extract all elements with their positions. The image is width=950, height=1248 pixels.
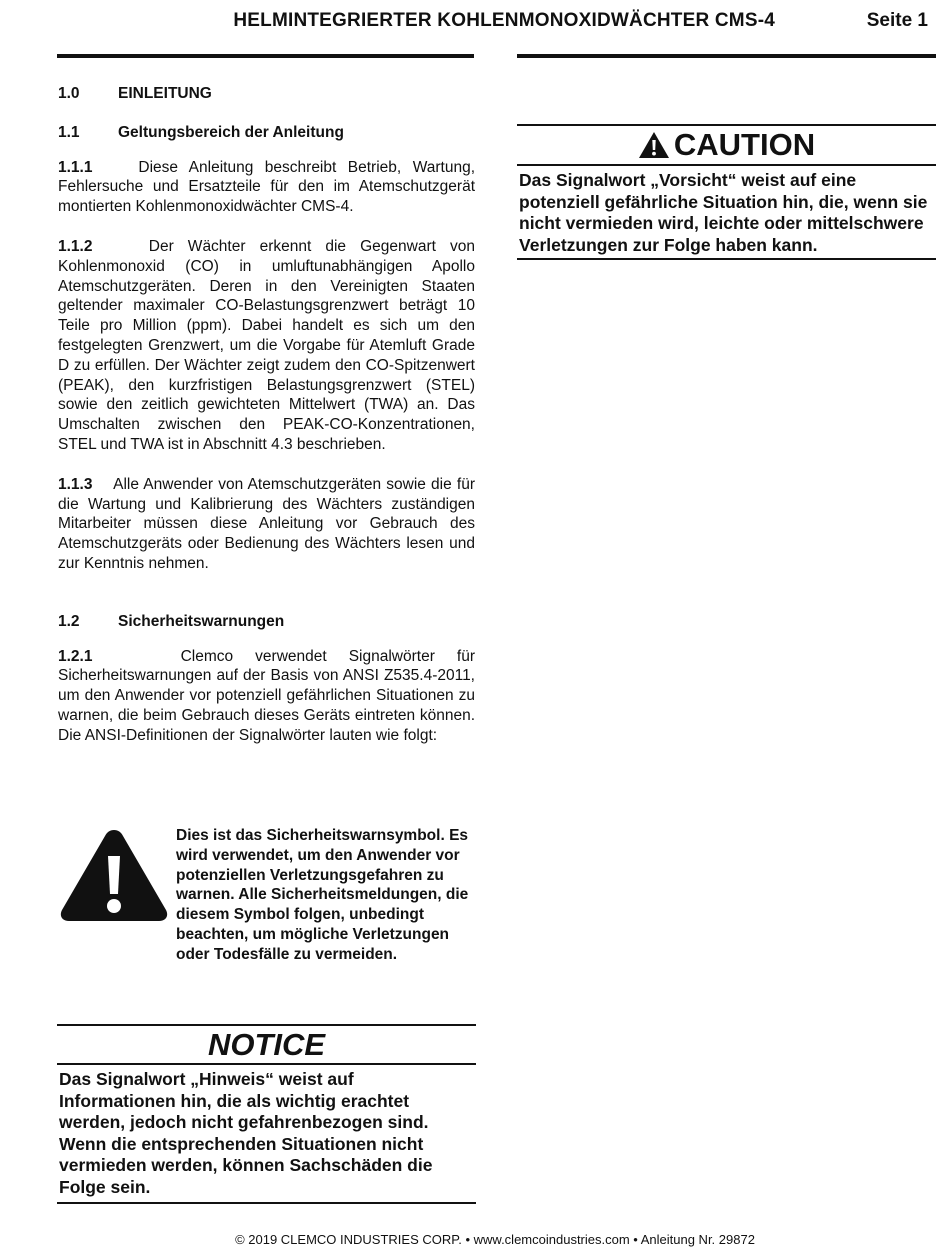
- left-column: [58, 84, 475, 746]
- caution-box: [517, 124, 936, 260]
- notice-text: Das Signalwort „Hinweis“ weist auf Informationen hin, die als wichtig erachtet werden, jedoch nicht gefahrenbezogen sind. Wenn die entsprechenden Situationen nicht vermieden werden, können Sachschäden die Folge sein.: [59, 1069, 433, 1197]
- safety-symbol-text: Dies ist das Sicherheitswarnsymbol. Es wird verwendet, um den Anwender vor potenziellen Verletzungsgefahren zu warnen. Alle Sicherheitsmeldungen, die diesem Symbol folgen, unbedingt beachten, um mögliche Verletzungen oder Todesfälle zu vermeiden.: [176, 827, 469, 963]
- section-number: 1.0: [58, 85, 80, 102]
- page-footer: © 2019 CLEMCO INDUSTRIES CORP. • www.clemcoindustries.com • Anleitung Nr. 29872: [235, 1232, 755, 1247]
- paragraph-number: 1.1.1: [58, 158, 93, 176]
- section-title: EINLEITUNG: [118, 85, 212, 102]
- notice-title: NOTICE: [207, 1027, 326, 1062]
- warning-triangle-icon: [58, 826, 170, 924]
- section-number: 1.1: [58, 123, 80, 141]
- section-heading-1-2: [58, 612, 475, 632]
- warning-triangle-icon: [638, 131, 670, 159]
- paragraph-1-1-1: [58, 158, 475, 217]
- caution-text: Das Signalwort „Vorsicht“ weist auf eine potenziell gefährliche Situation hin, die, wenn sie nicht vermieden wird, leichte oder mittelschwere Verletzungen zur Folge haben kann.: [519, 170, 928, 255]
- paragraph-number: 1.1.3: [58, 475, 93, 493]
- paragraph-number: 1.2.1: [58, 647, 93, 665]
- header-rule-right: [517, 54, 936, 58]
- section-title: Geltungsbereich der Anleitung: [118, 123, 344, 141]
- paragraph-text: Alle Anwender von Atemschutzgeräten sowie die für die Wartung und Kalibrierung des Wächters zuständigen Mitarbeiter müssen diese Anleitung vor Gebrauch des Atemschutzgeräts oder Bedienung des Wächters lesen und zur Kenntnis nehmen.: [58, 475, 475, 572]
- paragraph-1-1-2: [58, 237, 475, 455]
- paragraph-number: 1.1.2: [58, 237, 93, 255]
- header-rule-left: [57, 54, 474, 58]
- section-number: 1.2: [58, 612, 80, 630]
- paragraph-text: Der Wächter erkennt die Gegenwart von Kohlenmonoxid (CO) in umluftunabhängigen Apollo Atemschutzgeräten. Deren in den Vereinigten Staaten geltender maximaler CO-Belastungsgrenzwert beträgt 10 Teile pro Million (ppm). Dabei handelt es sich um den festgelegten Grenzwert, um die Vorgabe für Atemluft Grade D zu erfüllen. Der Wächter zeigt zudem den CO-Spitzenwert (PEAK), den kurzfristigen Belastungsgrenzwert (STEL) sowie den zeitlich gewichteten Mittelwert (TWA) an. Das Umschalten zwischen den PEAK-CO-Konzentrationen, STEL und TWA ist in Abschnitt 4.3 beschrieben.: [58, 237, 475, 453]
- document-title: HELMINTEGRIERTER KOHLENMONOXIDWÄCHTER CMS-4: [233, 10, 775, 31]
- paragraph-1-2-1: [58, 647, 475, 746]
- caution-title: CAUTION: [673, 127, 816, 162]
- paragraph-text: Clemco verwendet Signalwörter für Sicherheitswarnungen auf der Basis von ANSI Z535.4-2011, um den Anwender vor potenziell gefährlichen Situationen zu warnen, die beim Gebrauch dieses Geräts eintreten können. Die ANSI-Definitionen der Signalwörter lauten wie folgt:: [58, 647, 475, 744]
- section-title: Sicherheitswarnungen: [118, 612, 285, 630]
- paragraph-1-1-3: [58, 475, 475, 574]
- paragraph-text: Diese Anleitung beschreibt Betrieb, Wartung, Fehlersuche und Ersatzteile für den im Atemschutzgerät montierten Kohlenmonoxidwächter CMS-4.: [58, 158, 475, 216]
- page-number: Seite 1: [866, 10, 928, 31]
- section-heading-1-0: [58, 84, 475, 104]
- section-heading-1-1: [58, 123, 475, 143]
- notice-box: [57, 1024, 476, 1204]
